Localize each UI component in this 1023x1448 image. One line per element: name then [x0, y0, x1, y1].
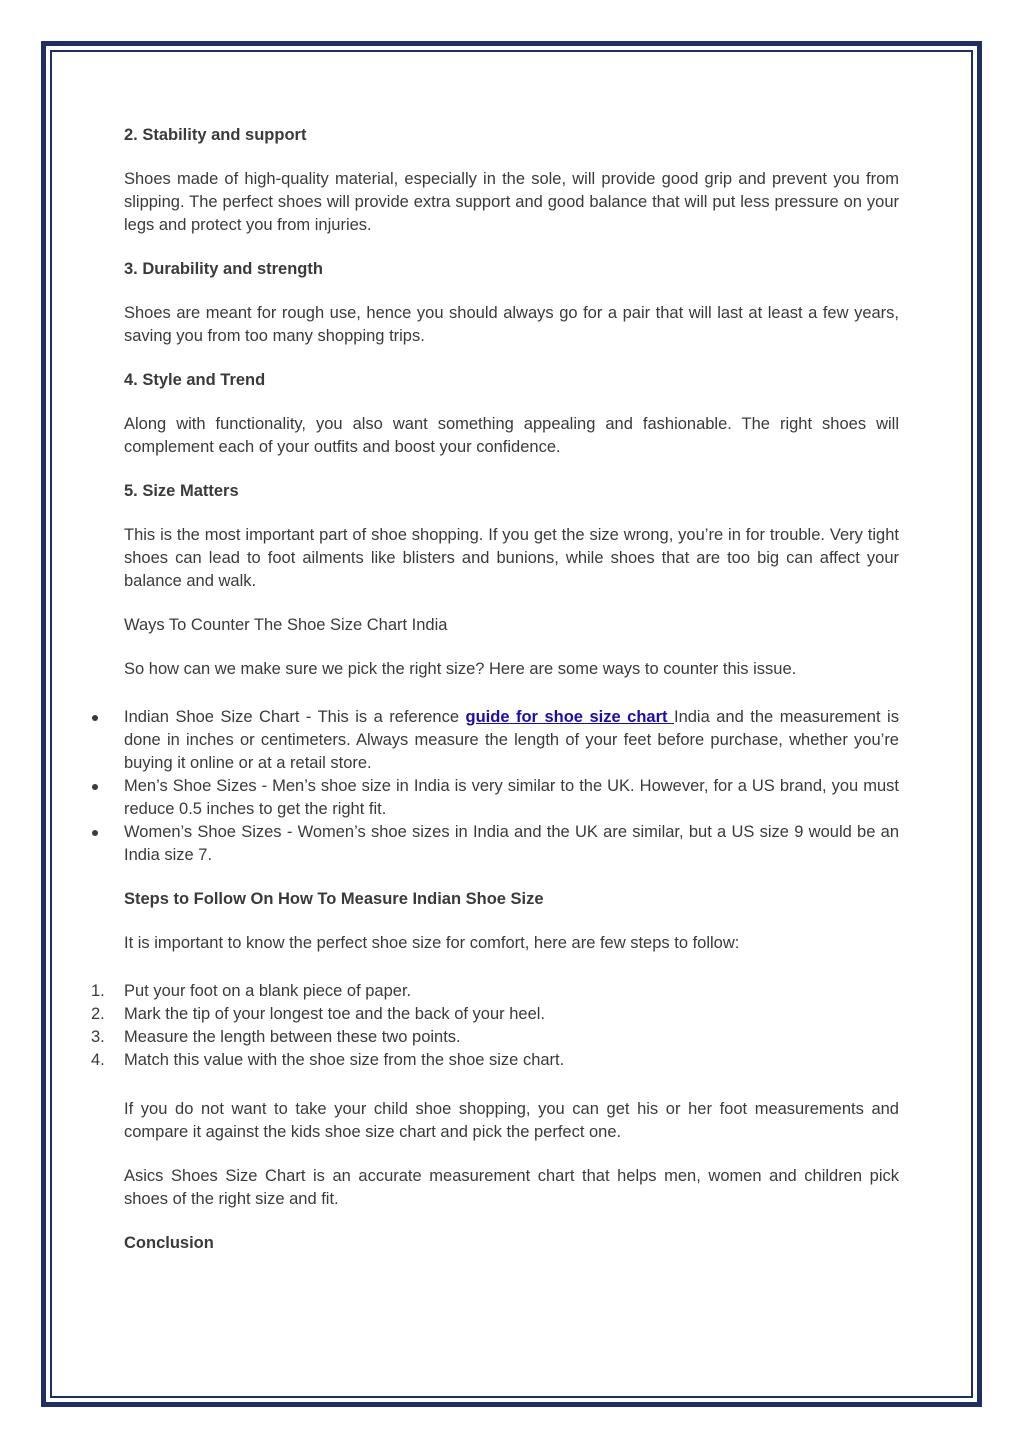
paragraph-style: Along with functionality, you also want something appealing and fashionable. The right shoes will complement each of your outfits and boost your confidence.	[124, 415, 899, 456]
step-text: Put your foot on a blank piece of paper.	[124, 982, 412, 1000]
paragraph-kids: If you do not want to take your child shoe shopping, you can get his or her foot measurements and compare it against the kids shoe size chart and pick the perfect one.	[124, 1100, 899, 1141]
heading-steps: Steps to Follow On How To Measure Indian Shoe Size	[124, 890, 544, 908]
list-item	[91, 1026, 899, 1049]
bullet-icon	[92, 715, 98, 721]
bullet-text-after: India and the measurement is done in inches or centimeters. Always measure the length of your feet before purchase, whether you’re buying it online or at a retail store.	[124, 708, 899, 772]
list-item	[91, 980, 899, 1003]
heading-style: 4. Style and Trend	[124, 371, 266, 389]
paragraph-asics: Asics Shoes Size Chart is an accurate measurement chart that helps men, women and children pick shoes of the right size and fit.	[124, 1167, 899, 1208]
paragraph-stability: Shoes made of high-quality material, especially in the sole, will provide good grip and prevent you from slipping. The perfect shoes will provide extra support and good balance that will put less pressure on your legs and protect you from injuries.	[124, 170, 899, 234]
list-item	[91, 1003, 899, 1026]
list-item	[124, 821, 899, 867]
bullet-icon	[92, 830, 98, 836]
step-text: Measure the length between these two points.	[124, 1028, 461, 1046]
heading-conclusion: Conclusion	[124, 1234, 214, 1252]
step-text: Mark the tip of your longest toe and the back of your heel.	[124, 1005, 545, 1023]
heading-stability: 2. Stability and support	[124, 126, 307, 144]
heading-durability: 3. Durability and strength	[124, 260, 323, 278]
step-number: 2.	[91, 1005, 105, 1023]
heading-size: 5. Size Matters	[124, 482, 239, 500]
bullet-text: Men’s Shoe Sizes - Men’s shoe size in India is very similar to the UK. However, for a US brand, you must reduce 0.5 inches to get the right fit.	[124, 777, 899, 818]
paragraph-durability: Shoes are meant for rough use, hence you should always go for a pair that will last at least a few years, saving you from too many shopping trips.	[124, 304, 899, 345]
list-item	[91, 1049, 899, 1072]
ways-bullet-list	[124, 706, 899, 867]
list-item	[124, 706, 899, 775]
bullet-text: Women’s Shoe Sizes - Women’s shoe sizes in India and the UK are similar, but a US size 9 would be an India size 7.	[124, 823, 899, 864]
paragraph-size: This is the most important part of shoe shopping. If you get the size wrong, you’re in for trouble. Very tight shoes can lead to foot ailments like blisters and bunions, while shoes that are too big can affect your balance and walk.	[124, 526, 899, 590]
step-text: Match this value with the shoe size from the shoe size chart.	[124, 1051, 565, 1069]
bullet-text-before: Indian Shoe Size Chart - This is a reference	[124, 708, 466, 726]
shoe-size-chart-link[interactable]: guide for shoe size chart	[465, 708, 674, 726]
steps-intro: It is important to know the perfect shoe size for comfort, here are few steps to follow:	[124, 934, 740, 952]
bullet-icon	[92, 784, 98, 790]
ways-intro: So how can we make sure we pick the right size? Here are some ways to counter this issue.	[124, 660, 797, 678]
step-number: 4.	[91, 1051, 105, 1069]
ways-title: Ways To Counter The Shoe Size Chart India	[124, 616, 448, 634]
step-number: 1.	[91, 982, 105, 1000]
document-body	[91, 124, 899, 1276]
steps-numbered-list	[91, 980, 899, 1072]
list-item	[124, 775, 899, 821]
step-number: 3.	[91, 1028, 105, 1046]
